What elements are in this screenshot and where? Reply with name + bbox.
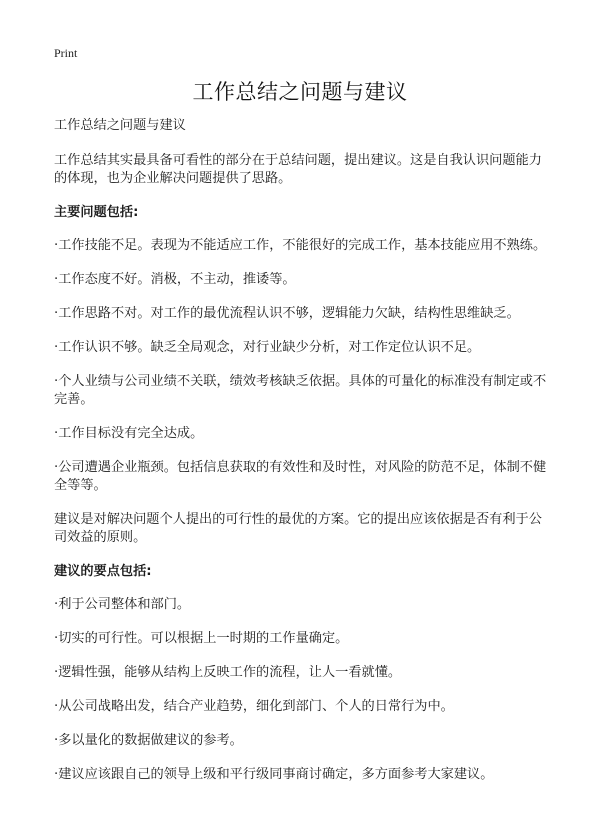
problem-item: ·工作思路不对。对工作的最优流程认识不够，逻辑能力欠缺，结构性思维缺乏。 — [54, 306, 520, 321]
document-body — [54, 117, 550, 800]
document-subtitle: 工作总结之问题与建议 — [54, 118, 186, 133]
intro-paragraph: 工作总结其实最具备可看性的部分在于总结问题，提出建议。这是自我认识问题能力的体现，也为企业解决问题提供了思路。 — [54, 153, 542, 186]
suggestion-item: ·建议应该跟自己的领导上级和平行级同事商讨确定，多方面参考大家建议。 — [54, 767, 494, 782]
problem-item: ·个人业绩与公司业绩不关联，绩效考核缺乏依据。具体的可量化的标准没有制定或不完善。 — [54, 374, 547, 407]
suggestion-item: ·切实的可行性。可以根据上一时期的工作量确定。 — [54, 631, 349, 646]
problem-item: ·工作态度不好。消极，不主动，推诿等。 — [54, 272, 296, 287]
suggestion-intro-paragraph: 建议是对解决问题个人提出的可行性的最优的方案。它的提出应该依据是否有利于公司效益的原则。 — [54, 512, 542, 545]
suggestion-item: ·多以量化的数据做建议的参考。 — [54, 733, 243, 748]
document-title: 工作总结之问题与建议 — [192, 80, 408, 104]
problem-item: ·公司遭遇企业瓶颈。包括信息获取的有效性和及时性，对风险的防范不足，体制不健全等等。 — [54, 460, 547, 493]
suggestion-item: ·逻辑性强，能够从结构上反映工作的流程，让人一看就懂。 — [54, 665, 402, 680]
suggestion-item: ·从公司战略出发，结合产业趋势，细化到部门、个人的日常行为中。 — [54, 699, 454, 714]
problems-heading: 主要问题包括: — [54, 205, 139, 220]
print-link[interactable]: Print — [54, 46, 78, 60]
problem-item: ·工作认识不够。缺乏全局观念，对行业缺少分析，对工作定位认识不足。 — [54, 340, 481, 355]
problem-item: ·工作目标没有完全达成。 — [54, 426, 204, 441]
problems-list — [54, 237, 550, 495]
suggestions-heading: 建议的要点包括: — [54, 564, 152, 579]
problem-item: ·工作技能不足。表现为不能适应工作，不能很好的完成工作，基本技能应用不熟练。 — [54, 238, 547, 253]
suggestions-list — [54, 596, 550, 784]
suggestion-item: ·利于公司整体和部门。 — [54, 597, 191, 612]
